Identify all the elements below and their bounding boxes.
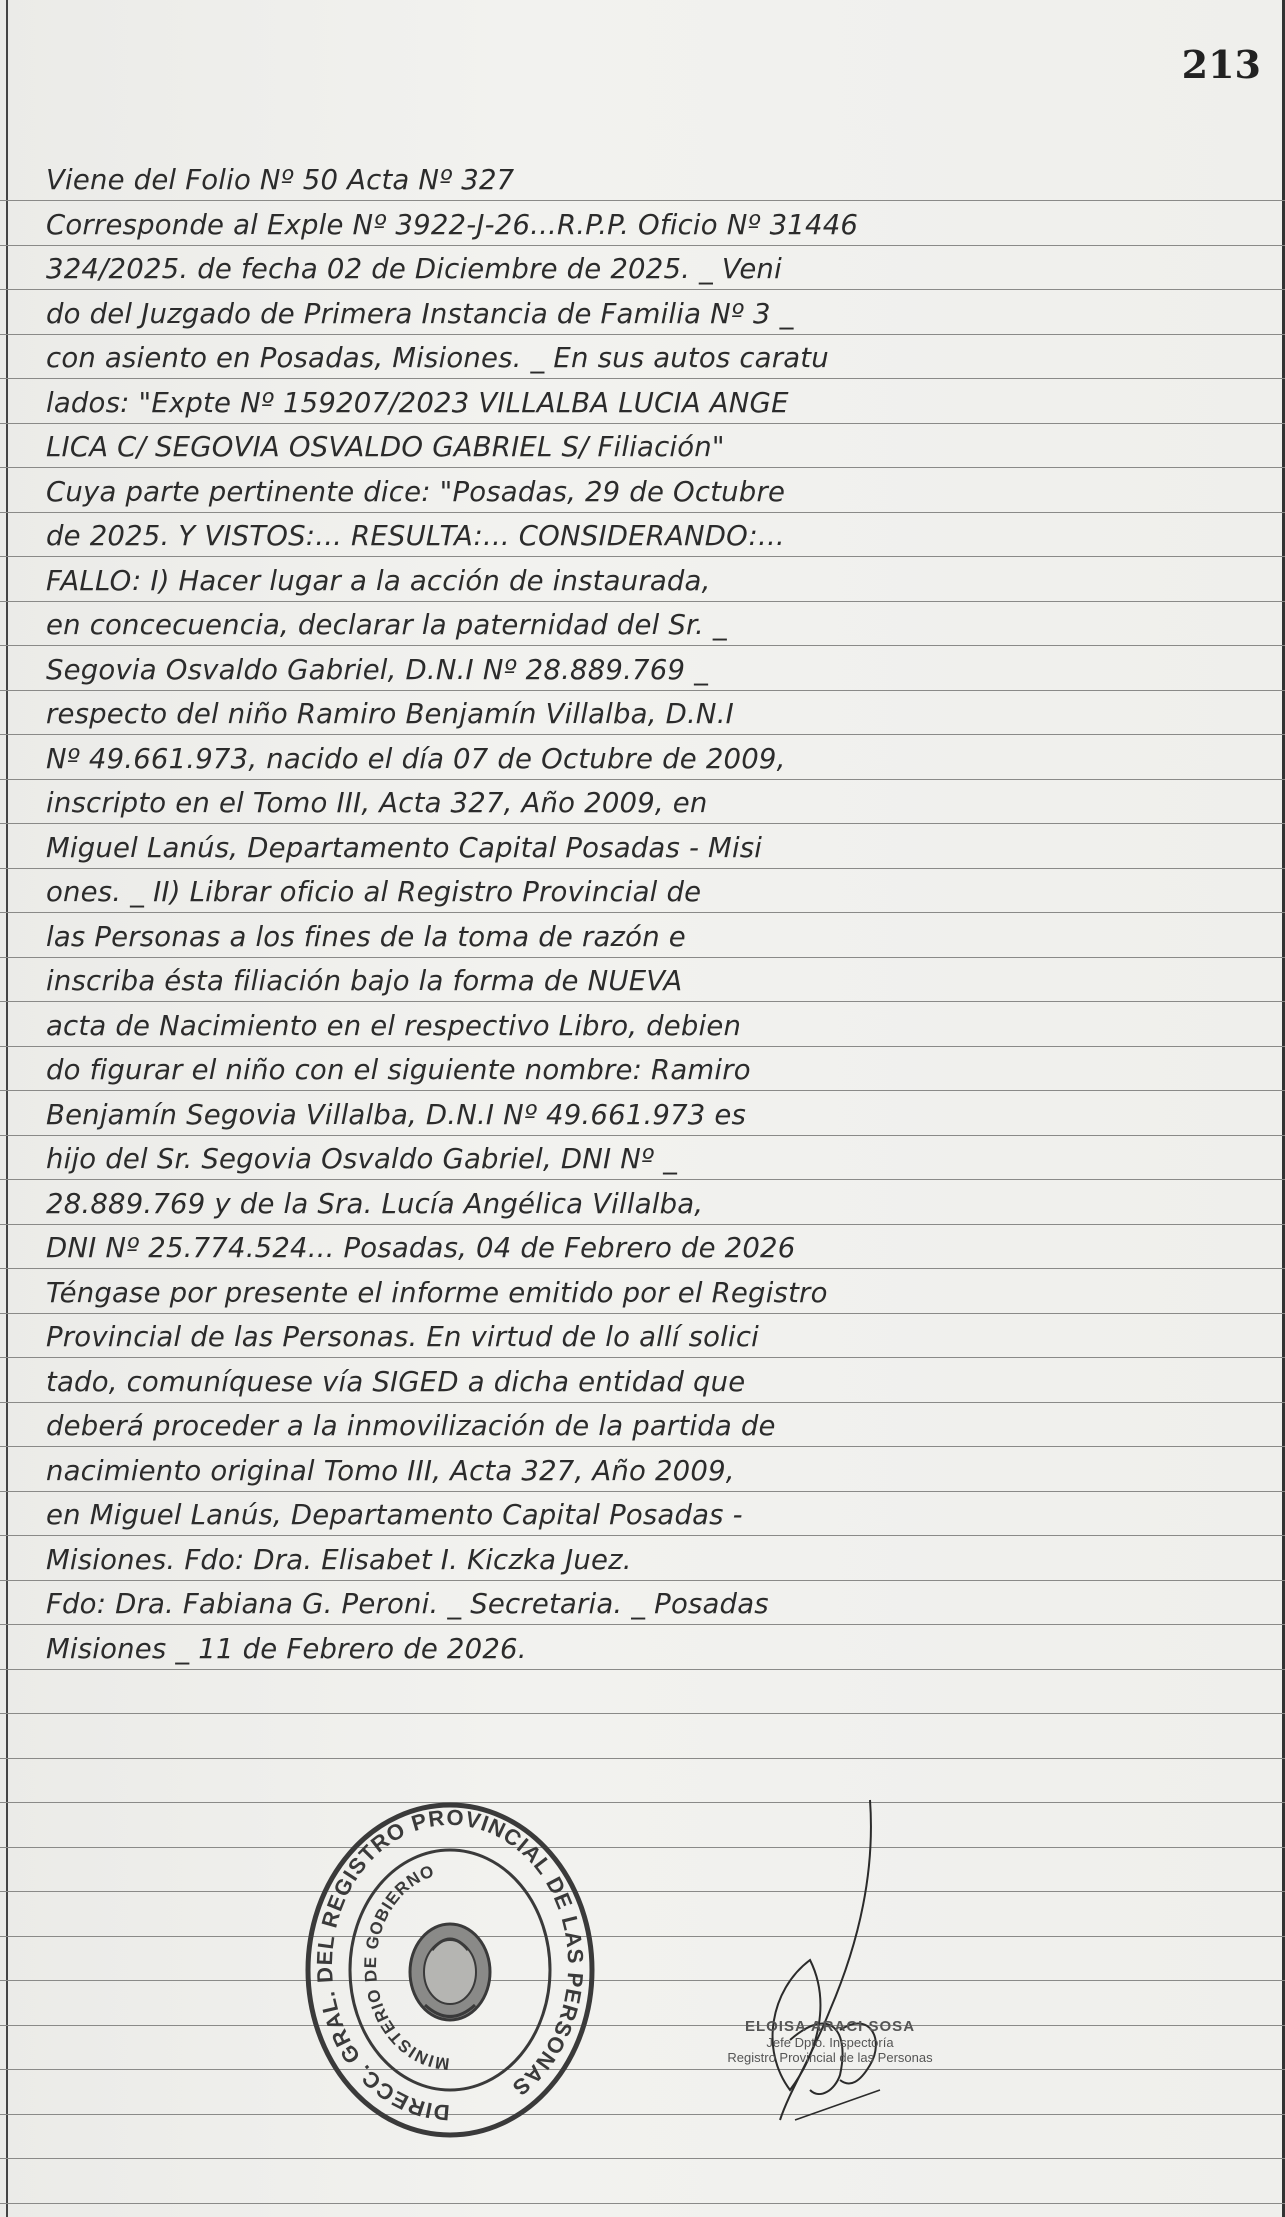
ruled-line [0,1980,1285,1981]
handwritten-line: nacimiento original Tomo III, Acta 327, Año 2009, [46,1454,735,1487]
ruled-line [0,2069,1285,2070]
handwritten-line: Nº 49.661.973, nacido el día 07 de Octubre de 2009, [46,742,786,775]
stamp-role: Jefe Dpto. Inspectoría [766,2035,894,2050]
stamp-organization: Registro Provincial de las Personas [727,2050,933,2065]
handwritten-line: respecto del niño Ramiro Benjamín Villalba, D.N.I [46,698,734,730]
coat-of-arms-icon [410,1924,490,2020]
ruled-line [0,1936,1285,1937]
handwritten-line: deberá proceder a la inmovilización de la partida de [46,1410,776,1442]
handwritten-line: en Miguel Lanús, Departamento Capital Posadas - [46,1499,743,1531]
handwritten-line: FALLO: I) Hacer lugar a la acción de instaurada, [46,564,711,597]
official-stamp [640,2018,1020,2065]
seal-inner-text: MINISTERIO DE GOBIERNO [360,1861,451,2074]
stamp-name: ELOISA ARACI SOSA [744,2018,916,2035]
ruled-line [0,1891,1285,1892]
handwritten-line: inscripto en el Tomo III, Acta 327, Año 2009, en [46,787,708,819]
handwritten-line: do figurar el niño con el siguiente nombre: Ramiro [46,1054,751,1086]
handwritten-line: Fdo: Dra. Fabiana G. Peroni. _ Secretaria. _ Posadas [46,1588,769,1620]
handwritten-line: Cuya parte pertinente dice: "Posadas, 29 de Octubre [46,475,786,508]
handwritten-line: Segovia Osvaldo Gabriel, D.N.I Nº 28.889.769 _ [46,653,709,686]
ruled-line [0,1713,1285,1714]
handwritten-line: Misiones. Fdo: Dra. Elisabet I. Kiczka Juez. [46,1543,632,1576]
handwritten-line: hijo del Sr. Segovia Osvaldo Gabriel, DNI Nº _ [46,1143,678,1175]
official-seal [300,1800,600,2140]
folio-number: 213 [1181,42,1261,87]
handwritten-line: de 2025. Y VISTOS:... RESULTA:... CONSIDERANDO:... [46,520,785,552]
handwritten-line: Viene del Folio Nº 50 Acta Nº 327 [46,164,515,196]
ruled-line [0,1847,1285,1848]
handwritten-signature [700,1790,960,2150]
handwritten-line: Corresponde al Exple Nº 3922-J-26...R.P.P. Oficio Nº 31446 [46,208,859,241]
handwritten-line: acta de Nacimiento en el respectivo Libro, debien [46,1009,742,1042]
handwritten-line: Téngase por presente el informe emitido por el Registro [46,1276,828,1309]
handwritten-line: ones. _ II) Librar oficio al Registro Provincial de [46,876,702,908]
seal-outer-text: DIRECC. GRAL. DEL REGISTRO PROVINCIAL DE LAS PERSONAS [311,1804,589,2126]
handwritten-line: en concecuencia, declarar la paternidad del Sr. _ [46,609,727,641]
handwritten-line: Misiones _ 11 de Febrero de 2026. [46,1632,527,1665]
ruled-line [0,1802,1285,1803]
left-margin-line [6,0,8,2217]
handwritten-line: lados: "Expte Nº 159207/2023 VILLALBA LUCIA ANGE [46,386,789,419]
handwritten-line: tado, comuníquese vía SIGED a dicha entidad que [46,1365,746,1398]
ruled-line [0,2158,1285,2159]
ruled-line [0,2114,1285,2115]
ruled-line [0,1758,1285,1759]
handwritten-line: Benjamín Segovia Villalba, D.N.I Nº 49.661.973 es [46,1098,747,1131]
handwritten-line: con asiento en Posadas, Misiones. _ En sus autos caratu [46,342,829,374]
handwritten-line: Provincial de las Personas. En virtud de lo allí solici [46,1321,759,1353]
handwritten-line: DNI Nº 25.774.524... Posadas, 04 de Febrero de 2026 [46,1232,796,1264]
handwritten-line: inscriba ésta filiación bajo la forma de NUEVA [46,965,683,997]
handwritten-line: 324/2025. de fecha 02 de Diciembre de 2025. _ Veni [46,253,782,285]
handwritten-line: las Personas a los fines de la toma de razón e [46,920,686,953]
handwritten-text-block [46,158,1246,1671]
handwritten-line: LICA C/ SEGOVIA OSVALDO GABRIEL S/ Filiación" [46,431,725,463]
handwritten-line: 28.889.769 y de la Sra. Lucía Angélica Villalba, [46,1187,704,1220]
handwritten-line: do del Juzgado de Primera Instancia de Familia Nº 3 _ [46,297,794,330]
handwritten-line: Miguel Lanús, Departamento Capital Posadas - Misi [46,831,763,864]
ruled-line [0,2203,1285,2204]
